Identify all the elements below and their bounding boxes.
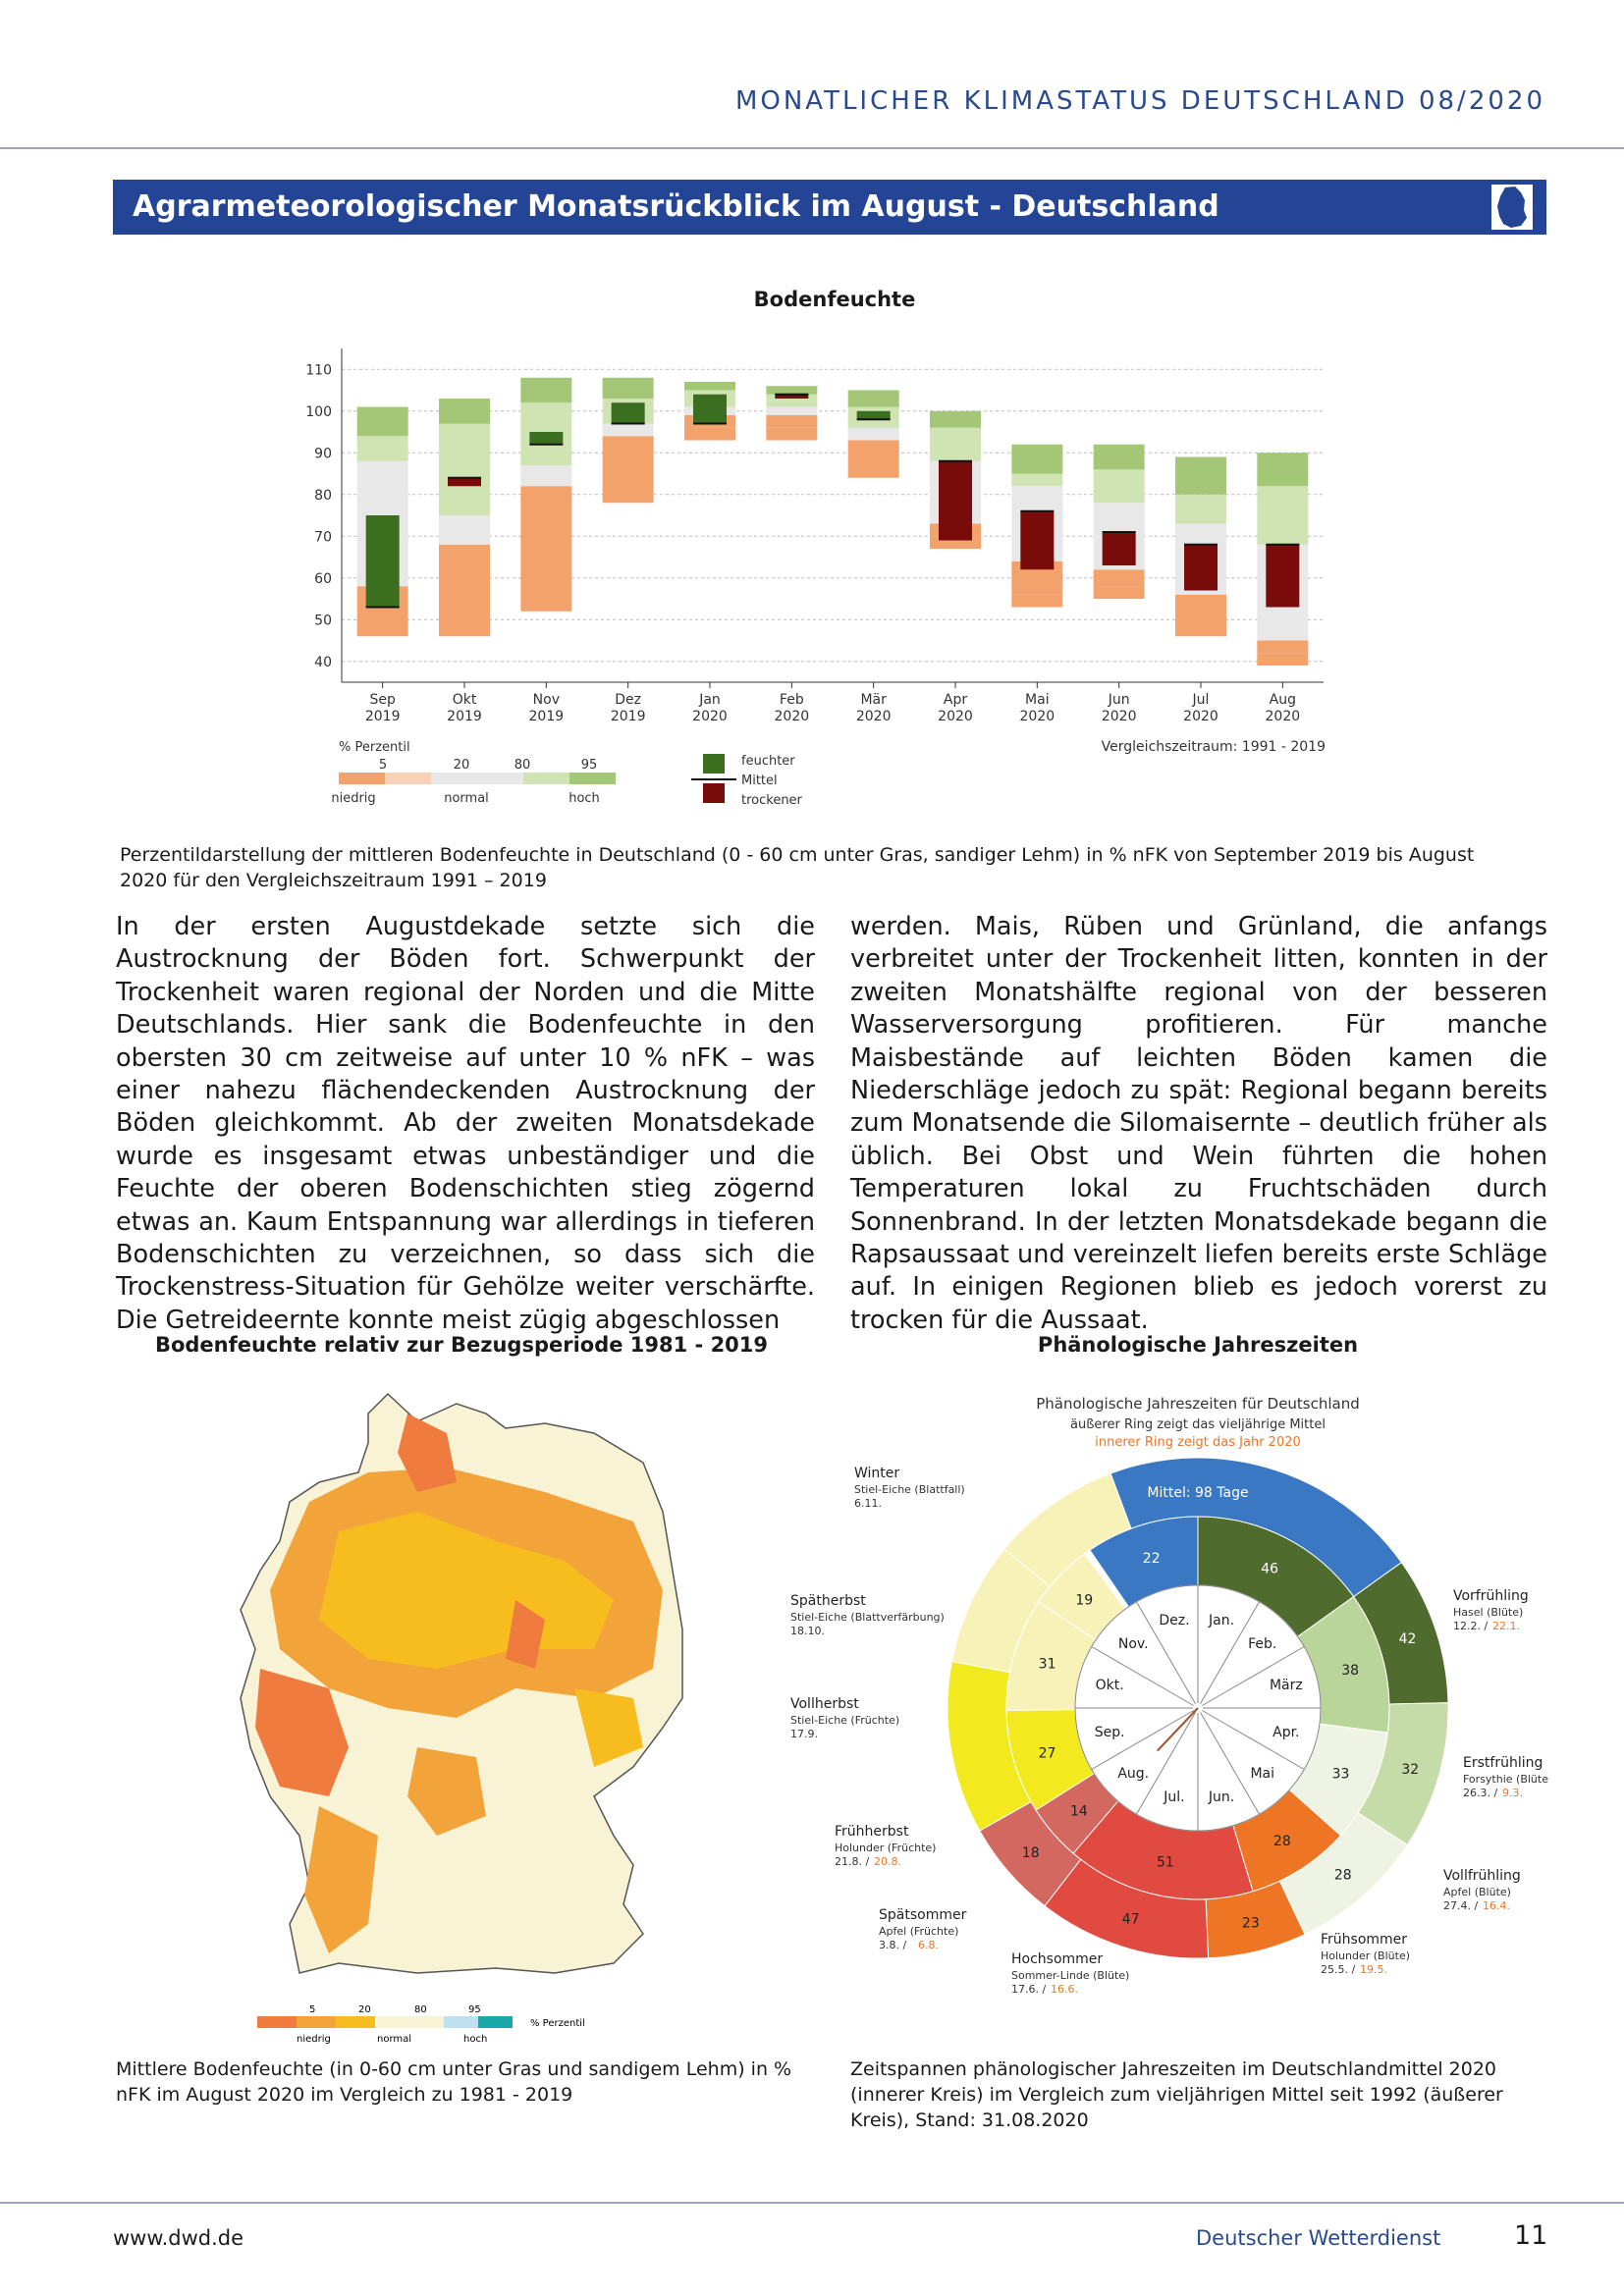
section-title-bar <box>113 180 1546 235</box>
pheno-subtitle-inner: innerer Ring zeigt das Jahr 2020 <box>1095 1435 1301 1450</box>
percentile-band-8-4 <box>1011 474 1062 487</box>
map-title: Bodenfeuchte relativ zur Bezugsperiode 1981 - 2019 <box>154 1333 769 1357</box>
anomaly-bar-11 <box>1266 545 1299 608</box>
x-tick-label-5: Feb <box>779 692 804 708</box>
season-date-9: 17.6. / <box>1011 1983 1047 1996</box>
percentile-band-10-0 <box>1175 624 1226 637</box>
percentile-band-10-4 <box>1175 495 1226 524</box>
month-label-4: Mai <box>1250 1765 1275 1782</box>
percentile-band-0-5 <box>357 407 408 437</box>
percentile-band-5-0 <box>766 428 817 441</box>
percentile-band-1-0 <box>439 624 490 637</box>
percentile-band-9-5 <box>1094 445 1145 470</box>
map-legend-unit: % Perzentil <box>530 2018 585 2029</box>
section-title: Agrarmeteorologischer Monatsrückblick im August - Deutschland <box>133 189 1219 224</box>
percentile-band-7-4 <box>930 428 981 461</box>
legend-swatch-0 <box>339 773 385 784</box>
legend-tick-3: 95 <box>580 758 598 773</box>
map-legend-class-high: hoch <box>463 2034 488 2045</box>
legend-tick-1: 20 <box>453 758 470 773</box>
map-legend-tick-80: 80 <box>414 2004 427 2015</box>
season-date-5: 21.8. / <box>835 1855 870 1868</box>
percentile-band-3-1 <box>603 436 654 490</box>
season-inner-value-3: 33 <box>1331 1766 1350 1783</box>
month-label-0: Jan. <box>1209 1613 1235 1629</box>
map-legend-tick-5: 5 <box>309 2004 316 2015</box>
season-date-2020-7: 6.8. <box>918 1939 939 1951</box>
percentile-band-1-3 <box>439 515 490 545</box>
x-tick-label-11: Aug <box>1269 692 1297 708</box>
map-caption: Mittlere Bodenfeuchte (in 0-60 cm unter Gras und sandigem Lehm) in % nFK im August 2020 im Vergleich zu 1981 - 2019 <box>116 2058 792 2106</box>
x-tick-label-2: Nov <box>532 692 560 708</box>
season-name-0: Winter <box>854 1466 900 1481</box>
season-date-2020-9: 16.6. <box>1051 1983 1078 1996</box>
anomaly-bar-7 <box>939 461 972 541</box>
percentile-band-10-5 <box>1175 457 1226 495</box>
percentile-band-1-1 <box>439 545 490 624</box>
footer-rule <box>0 2202 1624 2204</box>
chart-title: Bodenfeuchte <box>753 288 916 311</box>
month-label-10: Nov. <box>1117 1636 1149 1653</box>
month-label-9: Okt. <box>1095 1677 1124 1693</box>
percentile-band-1-4 <box>439 424 490 516</box>
phenology-caption: Zeitspannen phänologischer Jahreszeiten im Deutschlandmittel 2020 (innerer Kreis) im Vergleich zum vieljährigen Mittel seit 1992 (äußerer Kreis), Stand: 31.08.2020 <box>850 2058 1503 2131</box>
phenology-wheel <box>771 1384 1548 1996</box>
percentile-band-9-0 <box>1094 586 1145 599</box>
percentile-band-8-5 <box>1011 445 1062 474</box>
season-plant-3: Forsythie (Blüte <box>1463 1773 1548 1786</box>
season-inner-value-8: 31 <box>1038 1656 1056 1673</box>
percentile-band-11-4 <box>1257 486 1308 545</box>
y-tick-label-4: 80 <box>314 487 332 504</box>
percentile-band-3-0 <box>603 491 654 504</box>
season-plant-0: Stiel-Eiche (Blattfall) <box>854 1483 965 1496</box>
percentile-band-3-3 <box>603 424 654 437</box>
season-inner-value-4: 28 <box>1272 1833 1291 1849</box>
season-name-8: Frühsommer <box>1321 1932 1408 1948</box>
x-tick-year-11: 2020 <box>1265 709 1301 724</box>
x-tick-year-10: 2020 <box>1183 709 1218 724</box>
legend-tick-2: 80 <box>514 758 531 773</box>
anomaly-bar-4 <box>693 395 727 424</box>
season-inner-value-2: 38 <box>1341 1663 1360 1680</box>
legend-drier-swatch <box>703 783 725 803</box>
legend-class-1: normal <box>444 791 489 806</box>
map-legend-class-low: niedrig <box>297 2034 331 2045</box>
pheno-mean-label: Mittel: 98 Tage <box>1147 1485 1249 1501</box>
percentile-band-2-5 <box>520 378 571 403</box>
x-tick-year-4: 2020 <box>692 709 728 724</box>
anomaly-bar-9 <box>1103 532 1136 565</box>
month-label-8: Sep. <box>1094 1725 1125 1741</box>
y-tick-label-0: 40 <box>314 654 332 670</box>
legend-reference-period: Vergleichszeitraum: 1991 - 2019 <box>1101 739 1326 755</box>
percentile-band-4-0 <box>684 428 735 441</box>
month-label-11: Dez. <box>1159 1613 1190 1629</box>
season-name-7: Spätsommer <box>879 1907 967 1923</box>
month-label-2: März <box>1269 1677 1303 1693</box>
anomaly-bar-0 <box>366 515 400 608</box>
percentile-band-5-5 <box>766 386 817 395</box>
x-tick-label-4: Jan <box>699 692 721 708</box>
legend-swatch-4 <box>523 773 569 784</box>
percentile-band-5-3 <box>766 407 817 416</box>
x-tick-label-6: Mär <box>860 692 887 708</box>
month-label-6: Jul. <box>1164 1789 1185 1805</box>
season-inner-value-1: 46 <box>1261 1561 1279 1577</box>
season-name-6: Vollfrühling <box>1443 1868 1521 1884</box>
season-date-2020-6: 16.4. <box>1483 1899 1510 1912</box>
percentile-band-6-1 <box>848 441 899 466</box>
x-tick-label-0: Sep <box>369 692 396 708</box>
y-tick-label-3: 70 <box>314 529 332 546</box>
percentile-band-6-0 <box>848 465 899 478</box>
season-date-3: 26.3. / <box>1463 1787 1498 1799</box>
season-outer-value-5: 18 <box>1021 1845 1040 1862</box>
season-name-1: Vorfrühling <box>1453 1588 1529 1604</box>
body-text-right: werden. Mais, Rüben und Grünland, die anfangs verbreitet unter der Trockenheit litten, konnten in der zweiten Monatshälfte regional von der besseren Wasserversorgung profitieren. Für manche Maisbestände auf leichten Böden kamen die Niederschläge jedoch zu spät: Regional begann bereits zum Monatsende die Silomaisernte – deutlich früher als üblich. Bei Obst und Wein führten die hohen Temperaturen lokal zu Fruchtschäden durch Sonnenbrand. In der letzten Monatsdekade begann die Rapsaussaat und vereinzelt liefen bereits erste Schläge auf. In einigen Regionen blieb es jedoch vorerst zu trocken für die Aussaat. <box>850 912 1547 1335</box>
season-name-3: Erstfrühling <box>1463 1755 1543 1771</box>
anomaly-bar-2 <box>529 432 563 445</box>
percentile-band-1-5 <box>439 399 490 424</box>
x-tick-year-1: 2019 <box>447 709 482 724</box>
legend-wetter-swatch <box>703 754 725 774</box>
season-date-2020-3: 9.3. <box>1502 1787 1523 1799</box>
anomaly-bar-3 <box>612 402 645 423</box>
season-date-8: 25.5. / <box>1321 1963 1356 1976</box>
legend-symbol-0: feuchter <box>741 754 795 769</box>
percentile-band-9-4 <box>1094 469 1145 503</box>
anomaly-bar-8 <box>1020 511 1054 570</box>
phenology-title: Phänologische Jahreszeiten <box>1037 1333 1359 1357</box>
legend-symbol-1: Mittel <box>741 774 778 788</box>
x-tick-year-9: 2020 <box>1101 709 1137 724</box>
season-inner-value-9: 19 <box>1075 1592 1094 1609</box>
x-tick-label-1: Okt <box>452 692 477 708</box>
legend-symbol-2: trockener <box>741 793 802 808</box>
y-tick-label-5: 90 <box>314 446 332 462</box>
season-inner-value-5: 51 <box>1156 1854 1174 1871</box>
percentile-band-11-5 <box>1257 453 1308 486</box>
season-outer-value-3: 23 <box>1241 1915 1260 1932</box>
map-legend-tick-95: 95 <box>468 2004 481 2015</box>
map-legend-tick-20: 20 <box>358 2004 371 2015</box>
x-tick-label-9: Jun <box>1108 692 1130 708</box>
percentile-band-5-1 <box>766 415 817 428</box>
season-outer-value-1: 32 <box>1401 1762 1420 1779</box>
x-tick-year-2: 2019 <box>528 709 565 724</box>
percentile-band-2-3 <box>520 465 571 486</box>
season-inner-value-6: 14 <box>1069 1803 1088 1820</box>
footer-org: Deutscher Wetterdienst <box>1196 2226 1441 2250</box>
x-tick-year-3: 2019 <box>610 709 646 724</box>
anomaly-bar-10 <box>1184 545 1218 591</box>
soil-moisture-chart <box>295 339 1355 849</box>
season-outer-value-2: 28 <box>1333 1867 1352 1884</box>
map-legend <box>257 2002 591 2059</box>
percentile-band-7-5 <box>930 411 981 428</box>
season-date-2020-1: 22.1. <box>1492 1620 1520 1632</box>
season-date-2020-8: 19.5. <box>1360 1963 1387 1976</box>
header-rule <box>0 147 1624 149</box>
season-date-2020-5: 20.8. <box>874 1855 901 1868</box>
month-label-3: Apr. <box>1272 1725 1300 1741</box>
legend-class-2: hoch <box>568 791 600 806</box>
body-text-left: In der ersten Augustdekade setzte sich die Austrocknung der Böden fort. Schwerpunkt der Trockenheit waren regional der Norden und die Mitte Deutschlands. Hier sank die Bodenfeuchte in den obersten 30 cm zeitweise auf unter 10 % nFK – was einer nahezu flächendeckenden Austrocknung der Böden gleichkommt. Ab der zweiten Monatsdekade wurde es insgesamt etwas unbeständiger und die Feuchte der oberen Bodenschichten stieg zögernd etwas an. Kaum Entspannung war allerdings in tieferen Bodenschichten zu verzeichnen, so dass sich die Trockenstress-Situation für Gehölze weiter verschärfte. Die Getreideernte konnte meist zügig abgeschlossen <box>116 912 815 1335</box>
percentile-band-8-0 <box>1011 595 1062 608</box>
season-plant-2: Stiel-Eiche (Blattverfärbung) <box>790 1611 945 1624</box>
y-tick-label-1: 50 <box>314 613 332 629</box>
legend-swatch-5 <box>569 773 616 784</box>
season-plant-5: Holunder (Früchte) <box>835 1842 937 1854</box>
x-tick-label-10: Jul <box>1192 692 1210 708</box>
chart-caption: Perzentildarstellung der mittleren Bodenfeuchte in Deutschland (0 - 60 cm unter Gras, sandiger Lehm) in % nFK von September 2019 bis August 2020 für den Vergleichszeitraum 1991 – 2019 <box>120 844 1475 891</box>
x-tick-year-7: 2020 <box>938 709 973 724</box>
percentile-band-3-5 <box>603 378 654 399</box>
percentile-band-10-1 <box>1175 595 1226 624</box>
season-plant-4: Stiel-Eiche (Früchte) <box>790 1714 900 1727</box>
pheno-subtitle-outer: äußerer Ring zeigt das vieljährige Mittel <box>1070 1417 1326 1432</box>
percentile-band-0-4 <box>357 436 408 461</box>
percentile-band-4-5 <box>684 382 735 391</box>
percentile-band-2-0 <box>520 599 571 612</box>
y-tick-label-6: 100 <box>305 403 332 420</box>
footer-url: www.dwd.de <box>113 2226 244 2250</box>
soil-moisture-map <box>221 1374 692 2022</box>
season-outer-value-0: 42 <box>1398 1631 1417 1648</box>
map-legend-class-normal: normal <box>377 2034 412 2045</box>
percentile-band-6-5 <box>848 391 899 407</box>
legend-class-0: niedrig <box>331 791 376 806</box>
percentile-band-11-1 <box>1257 641 1308 654</box>
page-number: 11 <box>1514 2220 1548 2251</box>
anomaly-bar-6 <box>857 411 891 420</box>
legend-swatch-1 <box>385 773 431 784</box>
season-name-4: Vollherbst <box>790 1696 859 1712</box>
season-plant-6: Apfel (Blüte) <box>1443 1886 1511 1898</box>
season-date-4: 17.9. <box>790 1728 818 1740</box>
x-tick-label-8: Mai <box>1025 692 1050 708</box>
percentile-band-11-0 <box>1257 653 1308 666</box>
season-plant-9: Sommer-Linde (Blüte) <box>1011 1969 1130 1982</box>
x-tick-label-7: Apr <box>943 692 968 708</box>
season-date-2: 18.10. <box>790 1625 825 1637</box>
month-label-7: Aug. <box>1117 1765 1150 1782</box>
season-date-6: 27.4. / <box>1443 1899 1479 1912</box>
season-date-1: 12.2. / <box>1453 1620 1489 1632</box>
anomaly-bar-1 <box>448 478 481 487</box>
running-header: MONATLICHER KLIMASTATUS DEUTSCHLAND 08/2020 <box>734 86 1545 116</box>
percentile-band-9-1 <box>1094 569 1145 586</box>
season-name-5: Frühherbst <box>835 1824 909 1840</box>
season-inner-value-7: 27 <box>1038 1745 1056 1762</box>
y-tick-label-7: 110 <box>305 362 332 379</box>
legend-perzentil-label: % Perzentil <box>339 740 410 755</box>
season-name-9: Hochsommer <box>1011 1951 1104 1967</box>
legend-swatch-3 <box>477 773 523 784</box>
legend-swatch-2 <box>431 773 477 784</box>
month-label-1: Feb. <box>1248 1636 1277 1653</box>
x-tick-label-3: Dez <box>615 692 642 708</box>
x-tick-year-8: 2020 <box>1019 709 1056 724</box>
season-date-0: 6.11. <box>854 1497 882 1510</box>
percentile-band-0-0 <box>357 624 408 637</box>
season-inner-value-0: 22 <box>1142 1551 1161 1568</box>
x-tick-year-6: 2020 <box>855 709 892 724</box>
season-name-2: Spätherbst <box>790 1593 866 1609</box>
month-label-5: Jun. <box>1208 1789 1235 1805</box>
season-plant-7: Apfel (Früchte) <box>879 1925 959 1938</box>
season-plant-1: Hasel (Blüte) <box>1453 1606 1524 1619</box>
percentile-band-6-3 <box>848 428 899 441</box>
x-tick-year-5: 2020 <box>774 709 810 724</box>
germany-map-icon <box>1491 185 1533 230</box>
y-tick-label-2: 60 <box>314 570 332 587</box>
season-plant-8: Holunder (Blüte) <box>1321 1949 1411 1962</box>
pheno-inner-title: Phänologische Jahreszeiten für Deutschland <box>1036 1395 1360 1413</box>
x-tick-year-0: 2019 <box>364 709 401 724</box>
season-date-7: 3.8. / <box>879 1939 907 1951</box>
season-outer-value-4: 47 <box>1121 1911 1140 1928</box>
legend-tick-0: 5 <box>378 758 388 773</box>
percentile-band-2-1 <box>520 486 571 599</box>
